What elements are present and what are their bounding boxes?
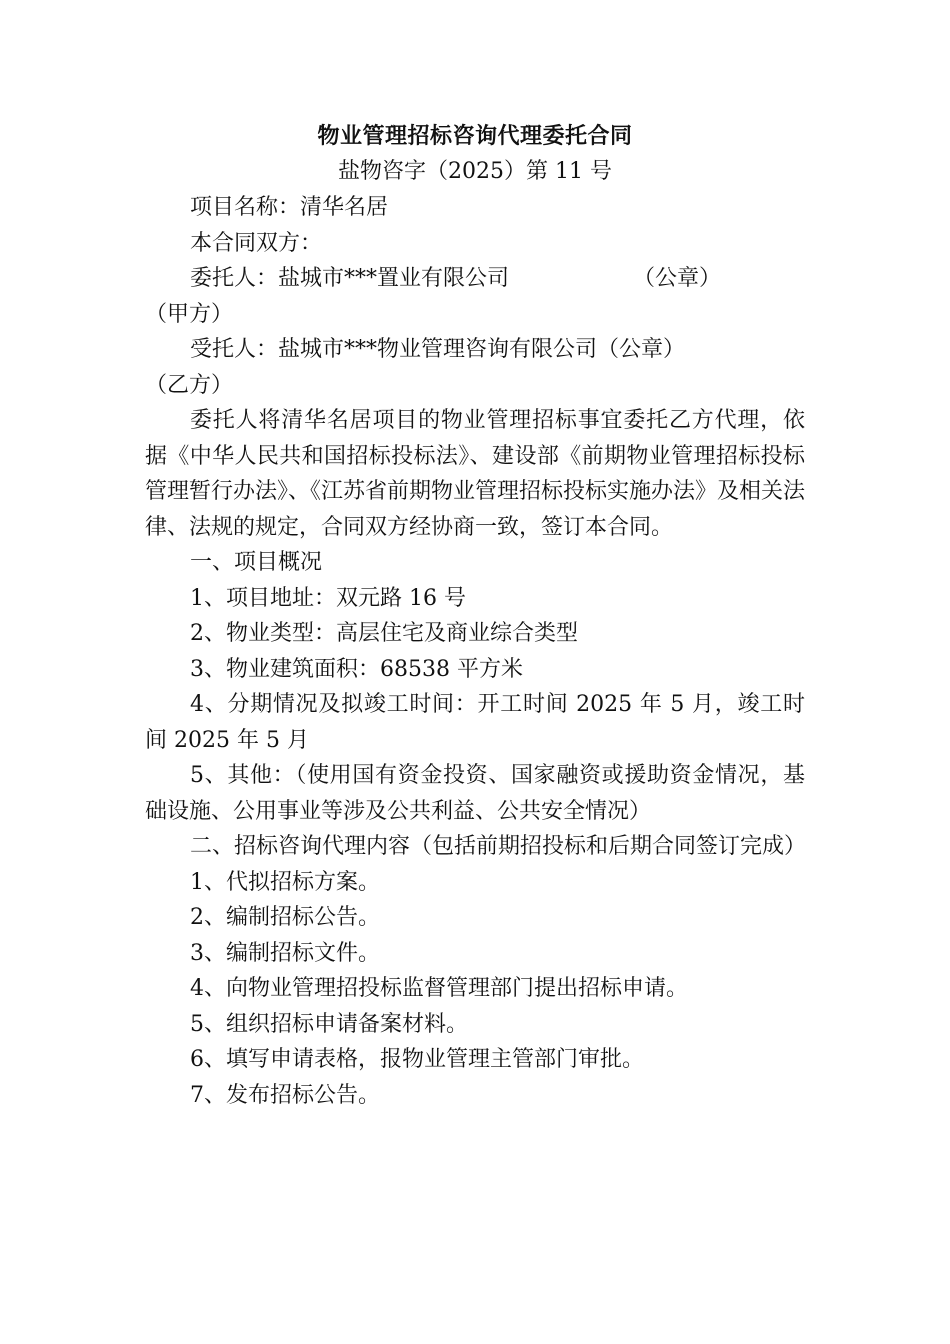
party-a-label: （甲方） [145, 301, 234, 327]
list-item: 5、其他：（使用国有资金投资、国家融资或援助资金情况，基础设施、公用事业等涉及公共利益、公共安全情况） [145, 763, 805, 824]
list-item: 2、编制招标公告。 [190, 905, 380, 930]
list-item: 3、编制招标文件。 [190, 940, 380, 966]
parties-heading: 本合同双方： [190, 230, 323, 256]
agent-row: 受托人：盐城市***物业管理咨询有限公司（公章） [190, 337, 686, 362]
project-name: 项目名称：清华名居 [190, 195, 389, 220]
list-item: 4、分期情况及拟竣工时间：开工时间 2025 年 5 月，竣工时间 2025 年 5 月 [145, 692, 805, 753]
party-b-label: （乙方） [145, 372, 234, 398]
list-item: 1、项目地址：双元路 16 号 [190, 585, 466, 611]
client-name: 委托人：盐城市***置业有限公司 [190, 266, 510, 291]
list-item: 6、填写申请表格，报物业管理主管部门审批。 [190, 1047, 644, 1072]
preamble-paragraph: 委托人将清华名居项目的物业管理招标事宜委托乙方代理，依据《中华人民共和国招标投标法》、建设部《前期物业管理招标投标管理暂行办法》、《江苏省前期物业管理招标投标实施办法》及相关法律、法规的规定，合同双方经协商一致，签订本合同。 [145, 408, 806, 540]
list-item: 3、物业建筑面积：68538 平方米 [190, 656, 523, 682]
list-item: 2、物业类型：高层住宅及商业综合类型 [190, 621, 578, 646]
list-item: 4、向物业管理招投标监督管理部门提出招标申请。 [190, 976, 688, 1001]
section-heading: 一、项目概况 [190, 550, 323, 575]
section-heading: 二、招标咨询代理内容（包括前期招投标和后期合同签订完成） [190, 834, 807, 859]
document-number: 盐物咨字（2025）第 11 号 [338, 159, 612, 184]
client-seal: （公章） [632, 266, 721, 291]
document-body [145, 118, 805, 1113]
list-item: 1、代拟招标方案。 [190, 869, 380, 895]
client-row [145, 261, 721, 297]
list-item: 5、组织招标申请备案材料。 [190, 1011, 468, 1037]
document-title: 物业管理招标咨询代理委托合同 [317, 123, 633, 149]
list-item: 7、发布招标公告。 [190, 1082, 380, 1108]
